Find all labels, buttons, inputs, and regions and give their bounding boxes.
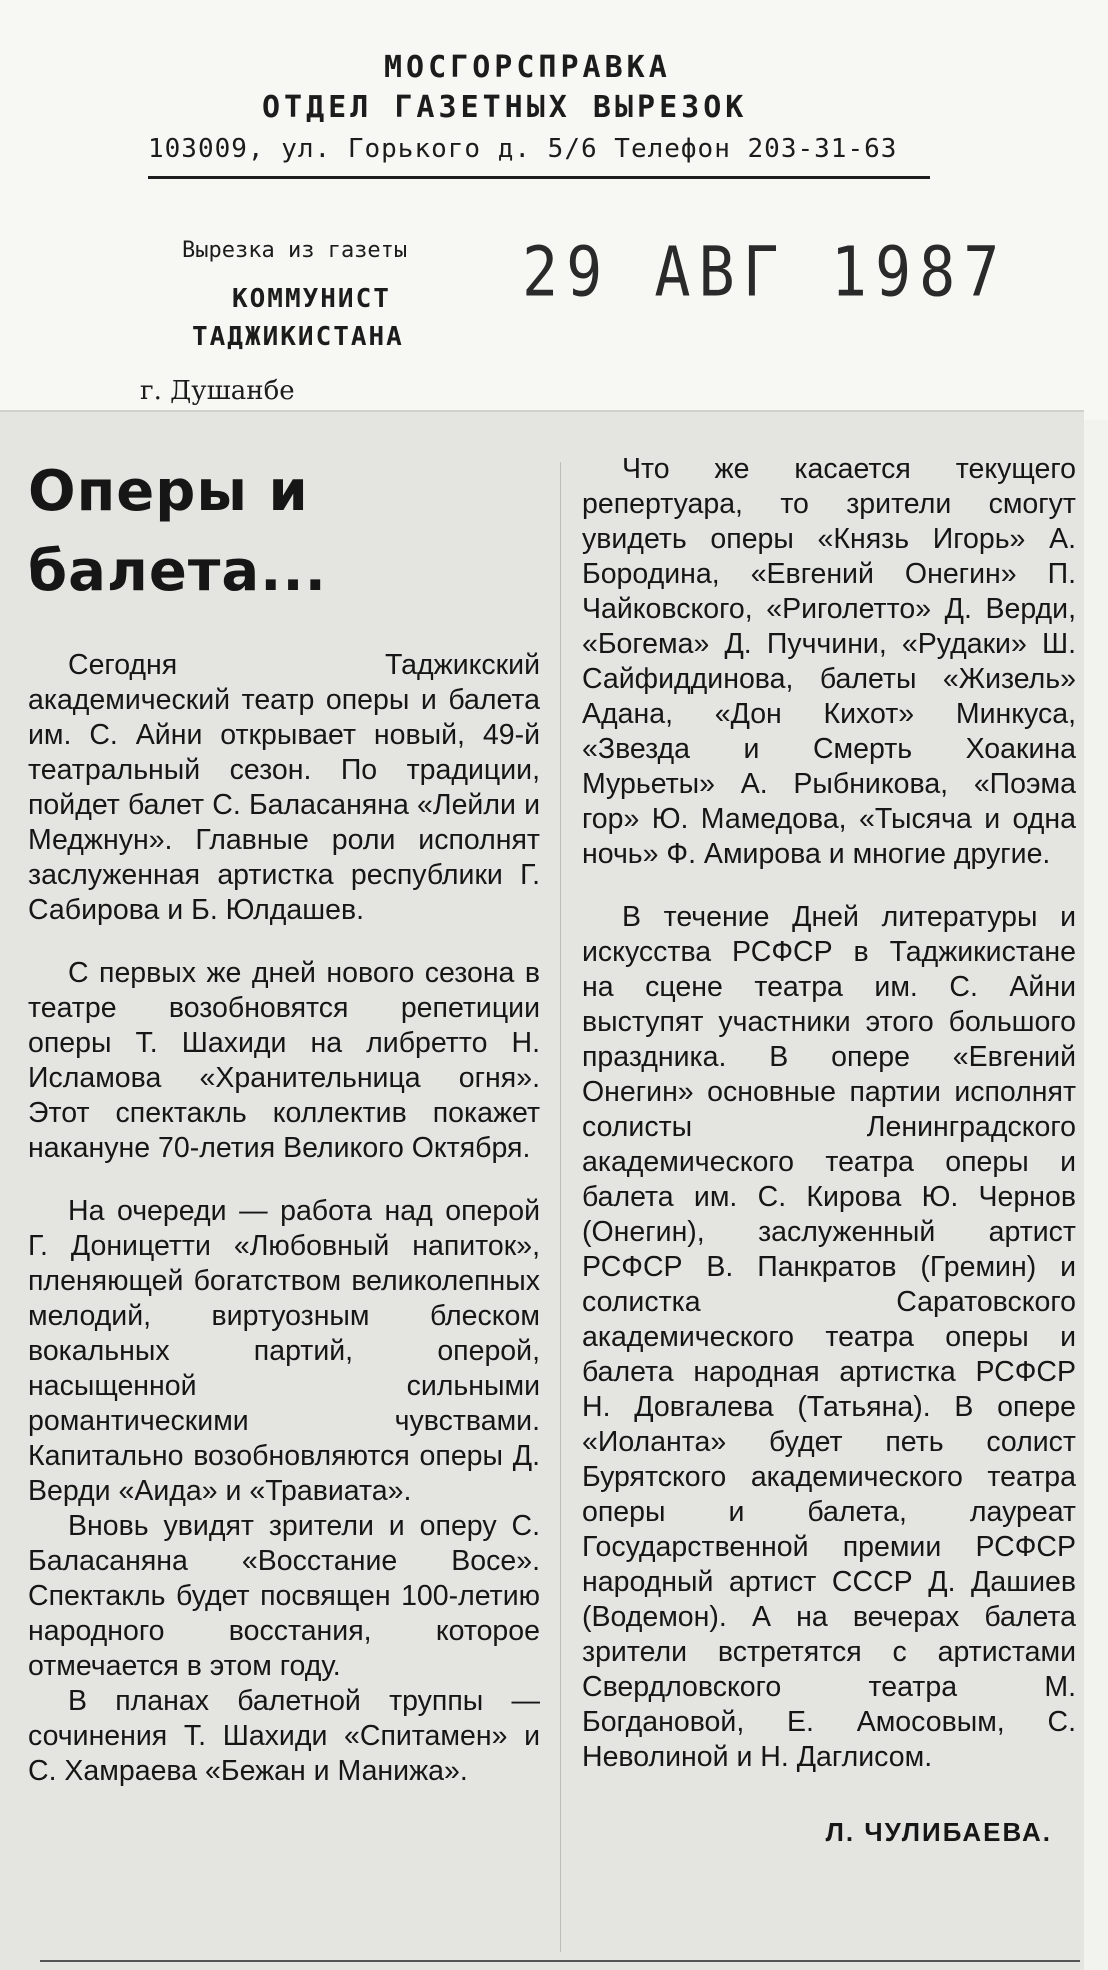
article-right-column [582, 452, 1076, 1850]
department-name: ОТДЕЛ ГАЗЕТНЫХ ВЫРЕЗОК [262, 90, 748, 125]
article-paragraph: На очереди — работа над оперой Г. Доницетти «Любовный напиток», пленяющей богатством великолепных мелодий, виртуозным блеском вокальных партий, оперой, насыщенной сильными романтическими чувствами. Капитально возобновляются оперы Д. Верди «Аида» и «Травиата». [28, 1195, 540, 1507]
clipping-service-header [0, 0, 1108, 420]
article-paragraph: С первых же дней нового сезона в театре возобновятся репетиции оперы Т. Шахиди на либретто Н. Исламова «Хранительница огня». Этот спектакль коллектив покажет накануне 70-летия Великого Октября. [28, 957, 540, 1164]
article-paragraph: Что же касается текущего репертуара, то зрители смогут увидеть оперы «Князь Игорь» А. Бородина, «Евгений Онегин» П. Чайковского, «Риголетто» Д. Верди, «Богема» Д. Пуччини, «Рудаки» Ш. Сайфиддинова, балеты «Жизель» Адана, «Дон Кихот» Минкуса, «Звезда и Смерть Хоакина Мурьеты» А. Рыбникова, «Поэма гор» Ю. Мамедова, «Тысяча и одна ночь» Ф. Амирова и многие другие. [582, 453, 1076, 870]
column-divider [560, 462, 561, 1952]
source-label: Вырезка из газеты [182, 238, 408, 263]
article-headline: Оперы и балета... [28, 459, 327, 604]
bottom-divider [40, 1960, 1080, 1962]
city-label: г. Душанбе [140, 376, 295, 406]
article-author: Л. ЧУЛИБАЕВА. [825, 1817, 1052, 1847]
newspaper-name-line1: КОММУНИСТ [232, 284, 391, 314]
article-paragraph: В течение Дней литературы и искусства РСФСР в Таджикистане на сцене театра им. С. Айни выступят участники этого большого праздника. В опере «Евгений Онегин» основные партии исполнят солисты Ленинградского академического театра оперы и балета им. С. Кирова Ю. Чернов (Онегин), заслуженный артист РСФСР В. Панкратов (Гремин) и солистка Саратовского академического театра оперы и балета народная артистка РСФСР Н. Довгалева (Татьяна). В опере «Иоланта» будет петь солист Бурятского академического театра оперы и балета, лауреат Государственной премии РСФСР народный артист СССР Д. Дашиев (Водемон). А на вечерах балета зрители встретятся с артистами Свердловского театра М. Богдановой, Е. Амосовым, С. Неволиной и Н. Даглисом. [582, 901, 1076, 1773]
article [22, 452, 1076, 1952]
newspaper-name-line2: ТАДЖИКИСТАНА [192, 322, 404, 352]
article-paragraph: Сегодня Таджикский академический театр оперы и балета им. С. Айни открывает новый, 49-й театральный сезон. По традиции, пойдет балет С. Баласаняна «Лейли и Меджнун». Главные роли исполнят заслуженная артистка республики Г. Сабирова и Б. Юлдашев. [28, 649, 540, 926]
address-and-phone: 103009, ул. Горького д. 5/6 Телефон 203-31-63 [148, 134, 898, 164]
header-divider [148, 176, 930, 179]
date-stamp: 29 АВГ 1987 [522, 232, 1008, 313]
article-paragraph: В планах балетной труппы — сочинения Т. Шахиди «Спитамен» и С. Хамраева «Бежан и Манижа». [28, 1685, 540, 1787]
article-paragraph: Вновь увидят зрители и оперу С. Баласаняна «Восстание Восе». Спектакль будет посвящен 100-летию народного восстания, которое отмечается в этом году. [28, 1510, 540, 1682]
article-left-column [28, 452, 540, 1817]
newspaper-clipping [0, 410, 1084, 1970]
agency-name: МОСГОРСПРАВКА [384, 50, 671, 85]
